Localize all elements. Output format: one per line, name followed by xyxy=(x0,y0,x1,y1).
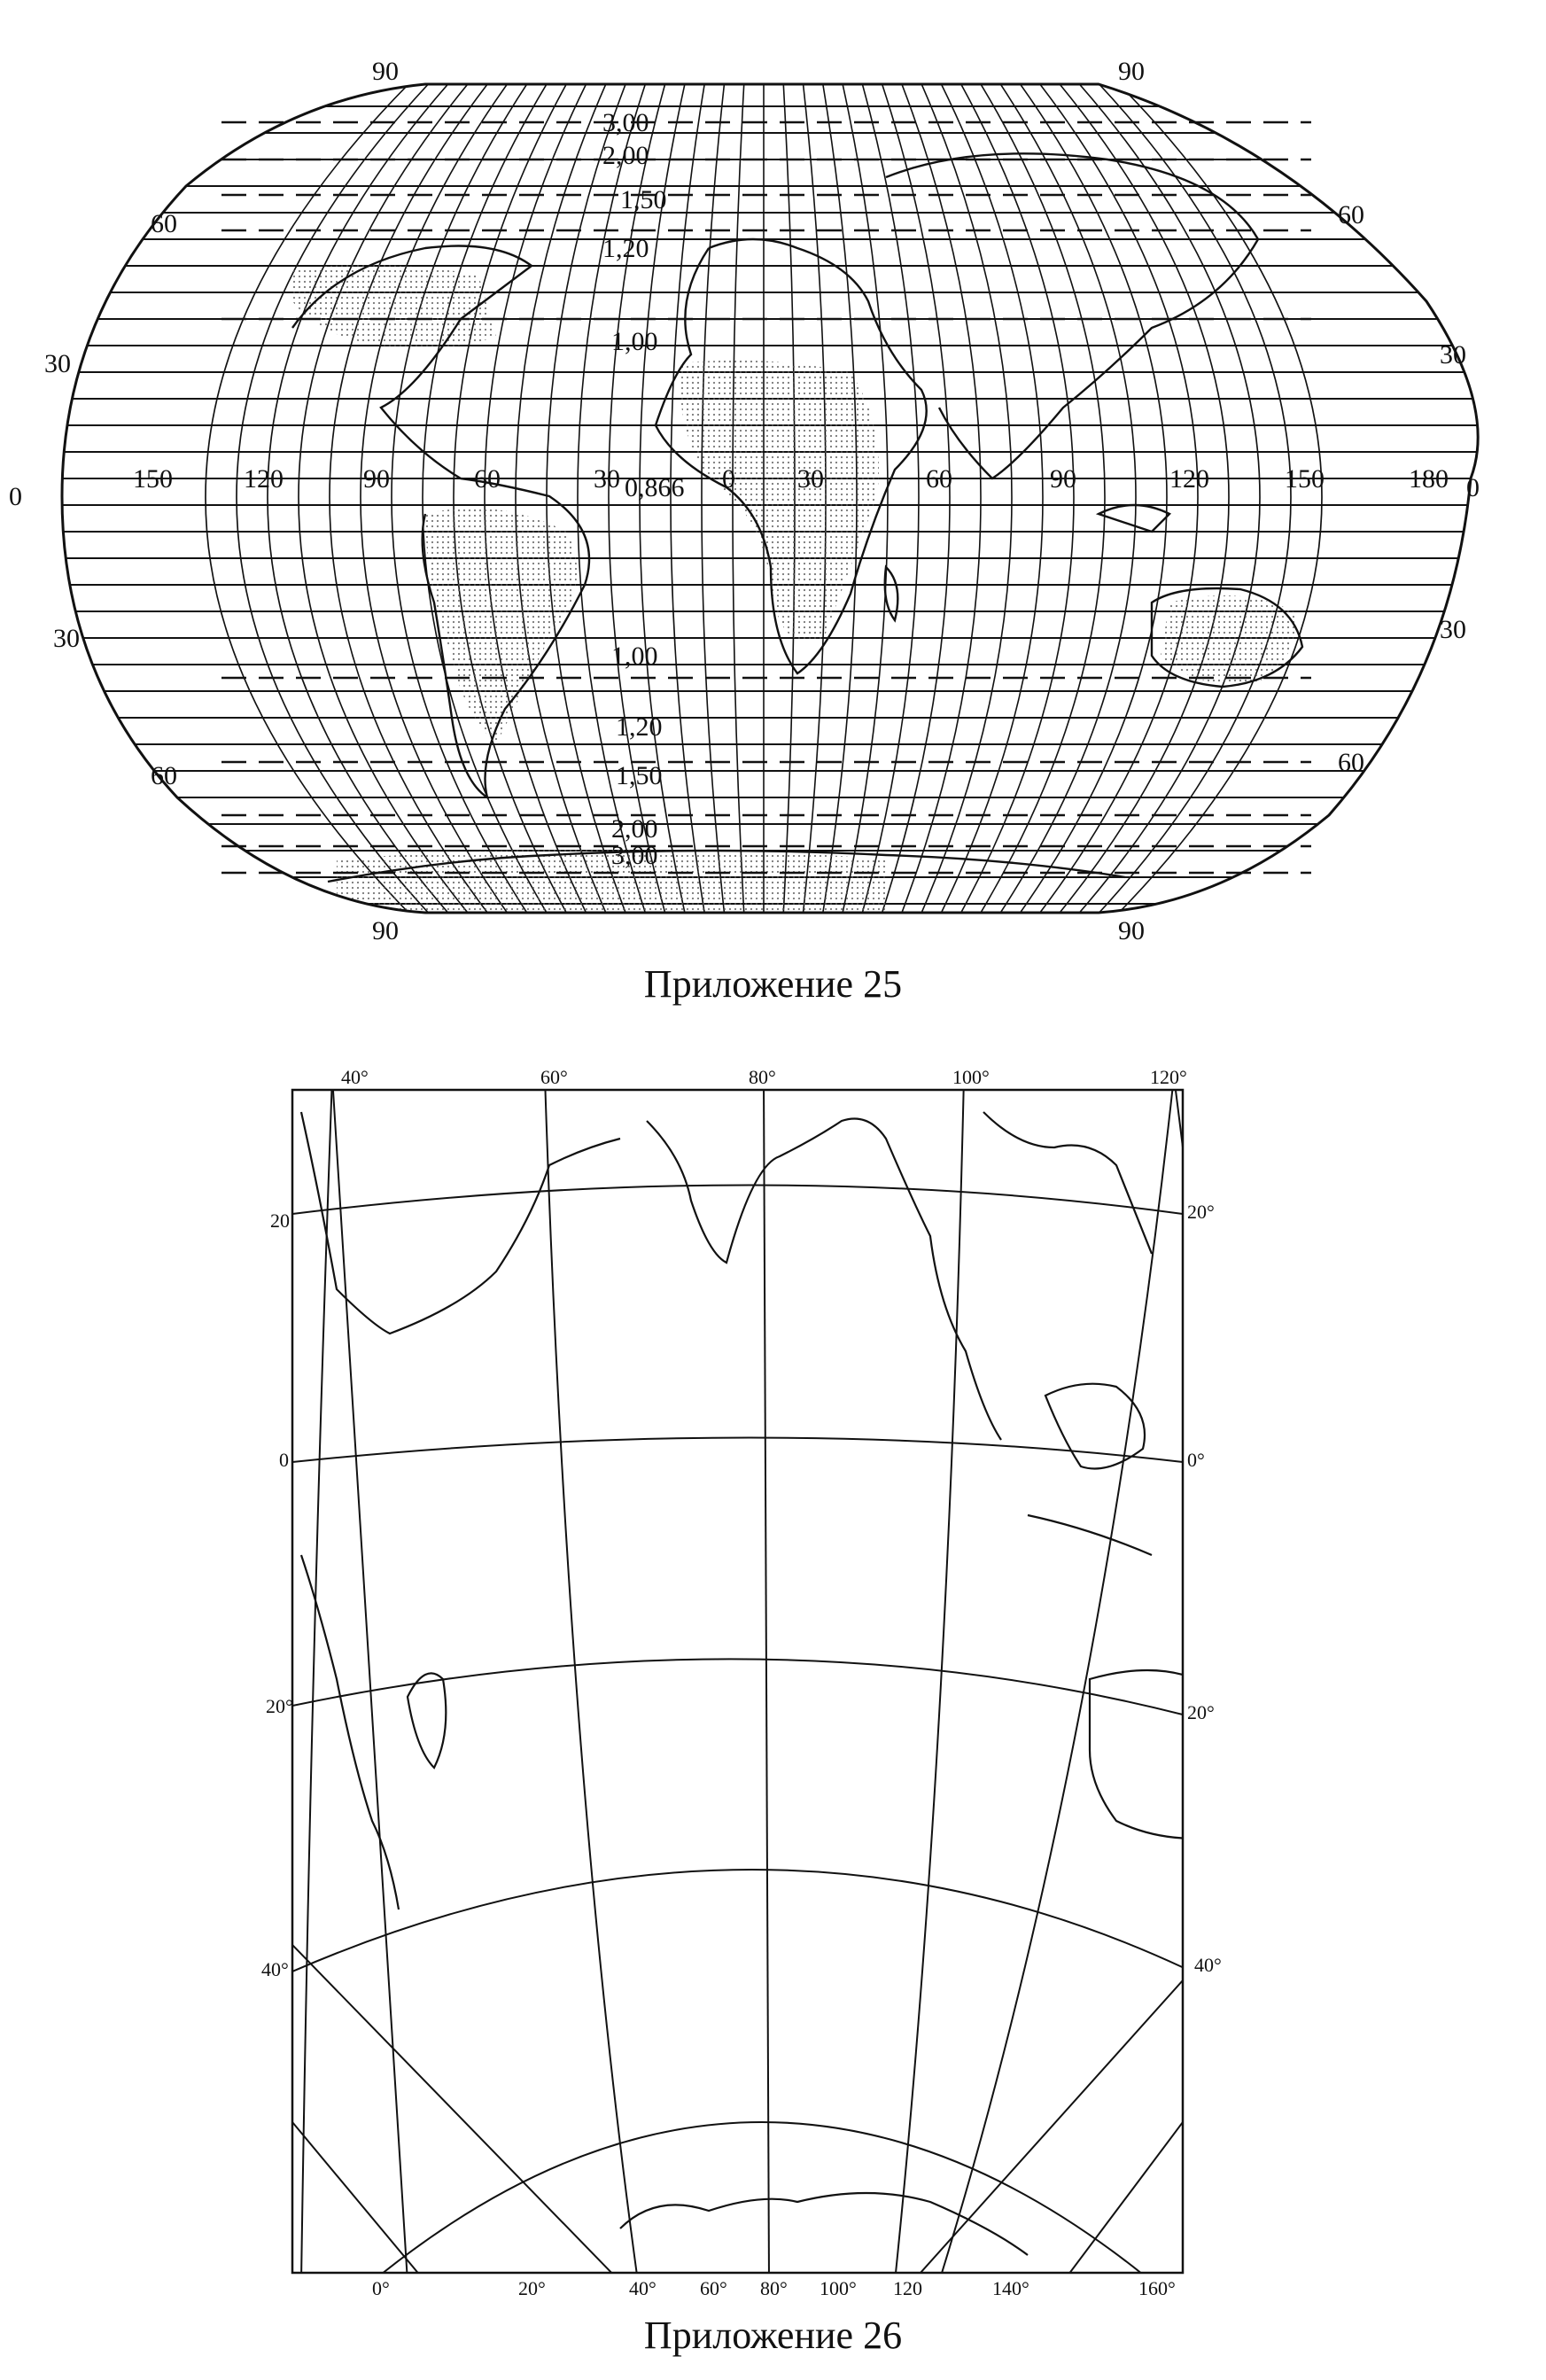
top-lon-label: 40° xyxy=(341,1066,369,1088)
left-lat-label: 30 xyxy=(53,624,80,653)
longitude-label: 30 xyxy=(797,464,824,494)
meridian-line xyxy=(299,80,471,917)
corner-label-top-right: 90 xyxy=(1118,57,1145,86)
isoline-label: 2,00 xyxy=(611,814,658,844)
corner-label-bottom-left: 90 xyxy=(372,916,399,945)
caption-appendix-26: Приложение 26 xyxy=(643,2314,903,2357)
meridian-line xyxy=(485,80,588,917)
longitude-label: 150 xyxy=(133,464,173,494)
right-lat-label: 40° xyxy=(1194,1954,1222,1976)
isoline-label: 1,20 xyxy=(602,234,649,263)
right-lat-label: 60 xyxy=(1338,200,1364,229)
right-lat-label: 20° xyxy=(1187,1201,1215,1223)
meridian-line xyxy=(939,80,1043,917)
top-lon-label: 80° xyxy=(749,1066,776,1088)
indian-ocean-map-appendix-26 xyxy=(0,1059,1546,2317)
caption-appendix-25: Приложение 25 xyxy=(643,962,903,1006)
meridian-line xyxy=(330,80,491,917)
longitude-label: 180 xyxy=(1409,464,1449,494)
meridian-line xyxy=(1095,80,1291,917)
graticule xyxy=(35,80,1506,917)
isoline-label: 2,00 xyxy=(602,141,649,170)
longitude-label: 30 xyxy=(594,464,620,494)
bottom-lon-label: 160° xyxy=(1138,2277,1176,2299)
left-lat-label: 40° xyxy=(261,1958,289,1980)
corner-label-top-left: 90 xyxy=(372,57,399,86)
longitude-label: 90 xyxy=(363,464,390,494)
bottom-lon-label: 20° xyxy=(518,2277,546,2299)
left-lat-label: 30 xyxy=(44,349,71,378)
meridian-line xyxy=(547,80,627,917)
right-lat-label: 30 xyxy=(1440,340,1466,369)
isoline-label: 3,00 xyxy=(611,841,658,870)
isoline-label: 1,00 xyxy=(611,642,658,671)
meridian-line xyxy=(237,80,432,917)
meridian-line xyxy=(516,80,608,917)
top-lon-label: 120° xyxy=(1150,1066,1187,1088)
bottom-lon-label: 0° xyxy=(372,2277,390,2299)
bottom-lon-label: 40° xyxy=(629,2277,656,2299)
isoline-label: 1,20 xyxy=(616,712,663,742)
meridian-line xyxy=(959,80,1074,917)
meridian-line xyxy=(978,80,1105,917)
bottom-lon-label: 140° xyxy=(992,2277,1029,2299)
meridian-line xyxy=(702,80,725,917)
top-lon-label: 100° xyxy=(952,1066,990,1088)
left-lat-label: 20 xyxy=(270,1209,290,1232)
bottom-lon-label: 80° xyxy=(760,2277,788,2299)
longitude-label: 120 xyxy=(244,464,284,494)
meridian-line xyxy=(268,80,452,917)
meridian-line xyxy=(1076,80,1260,917)
isoline-label: 1,00 xyxy=(611,327,658,356)
longitude-label: 60 xyxy=(926,464,952,494)
isoline-label: 3,00 xyxy=(602,108,649,137)
meridian-line xyxy=(900,80,981,917)
top-lon-label: 60° xyxy=(540,1066,568,1088)
isoline-label: 1,50 xyxy=(616,761,663,790)
bottom-lon-label: 60° xyxy=(700,2277,727,2299)
corner-label-bottom-right: 90 xyxy=(1118,916,1145,945)
right-lat-label: 0 xyxy=(1466,473,1480,502)
left-lat-label: 60 xyxy=(151,209,177,238)
longitude-label: 0 xyxy=(722,464,735,494)
isoline-label: 0,866 xyxy=(625,473,685,502)
meridian-line xyxy=(1037,80,1198,917)
left-lat-label: 20° xyxy=(266,1695,293,1717)
meridian-line xyxy=(1056,80,1229,917)
left-lat-label: 0 xyxy=(279,1449,289,1471)
graticule xyxy=(292,1077,1267,2282)
longitude-label: 90 xyxy=(1050,464,1076,494)
longitude-label: 60 xyxy=(474,464,501,494)
bottom-lon-label: 120 xyxy=(893,2277,922,2299)
isoline-label: 1,50 xyxy=(620,185,667,214)
longitude-label: 120 xyxy=(1169,464,1209,494)
longitude-label: 150 xyxy=(1285,464,1325,494)
left-lat-label: 60 xyxy=(151,761,177,790)
right-lat-label: 30 xyxy=(1440,615,1466,644)
left-lat-label: 0 xyxy=(9,482,22,511)
right-lat-label: 20° xyxy=(1187,1701,1215,1723)
coastlines xyxy=(301,1112,1196,2255)
right-lat-label: 0° xyxy=(1187,1449,1205,1471)
world-map-appendix-25 xyxy=(0,35,1546,948)
meridian-line xyxy=(920,80,1012,917)
bottom-lon-label: 100° xyxy=(820,2277,857,2299)
right-lat-label: 60 xyxy=(1338,748,1364,777)
